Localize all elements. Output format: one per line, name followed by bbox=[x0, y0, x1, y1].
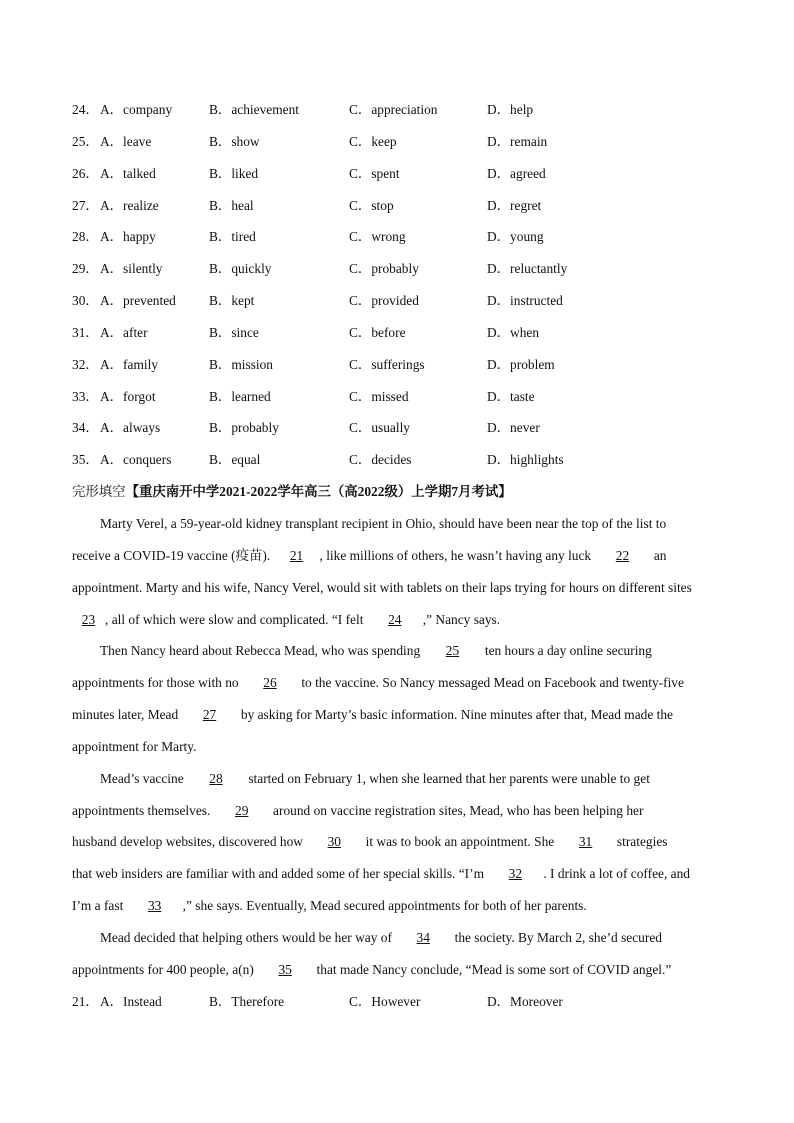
option-a: A．forgot bbox=[100, 388, 156, 404]
passage-line: appointments themselves. 29 around on vaccine registration sites, Mead, who has been helping her bbox=[72, 801, 727, 833]
question-row bbox=[72, 227, 732, 259]
blank-24: 24 bbox=[388, 611, 402, 627]
option-b: B．achievement bbox=[209, 102, 299, 117]
cloze-passage bbox=[72, 514, 727, 992]
option-a: A．prevented bbox=[100, 293, 176, 309]
option-d: D．young bbox=[487, 229, 544, 245]
passage-line: minutes later, Mead 27 by asking for Marty’s basic information. Nine minutes after that, Mead made the bbox=[72, 705, 727, 737]
question-row bbox=[72, 387, 732, 419]
question-number: 35． bbox=[72, 452, 99, 468]
option-a: A．family bbox=[100, 356, 159, 372]
question-number: 29． bbox=[72, 261, 99, 277]
question-number: 31． bbox=[72, 324, 99, 340]
option-c: C．keep bbox=[349, 133, 397, 149]
question-number: 28． bbox=[72, 229, 99, 245]
passage-line: I’m a fast 33 ,” she says. Eventually, Mead secured appointments for both of her parents. bbox=[72, 896, 727, 928]
question-number: 34． bbox=[72, 420, 99, 436]
option-d: D．regret bbox=[487, 197, 542, 213]
option-a: A．leave bbox=[100, 133, 152, 149]
question-number: 25． bbox=[72, 133, 99, 149]
option-b: B．since bbox=[209, 324, 259, 340]
question-number: 30． bbox=[72, 293, 99, 309]
blank-33: 33 bbox=[147, 898, 162, 914]
question-number: 24． bbox=[72, 102, 99, 117]
option-b: B．kept bbox=[209, 293, 255, 309]
option-b: B．quickly bbox=[209, 261, 272, 277]
blank-28: 28 bbox=[209, 770, 223, 786]
passage-line: appointment. Marty and his wife, Nancy Verel, would sit with tablets on their laps trying for hours on different sites bbox=[72, 579, 692, 595]
passage-line: receive a COVID-19 vaccine (疫苗). 21 , like millions of others, he wasn’t having any luck 22 an bbox=[72, 546, 727, 578]
blank-21: 21 bbox=[289, 547, 304, 563]
option-c: C．before bbox=[349, 324, 406, 340]
option-d: D．reluctantly bbox=[487, 261, 568, 277]
blank-34: 34 bbox=[416, 929, 430, 945]
option-c: C．wrong bbox=[349, 229, 406, 245]
question-row bbox=[72, 259, 732, 291]
blank-35: 35 bbox=[278, 961, 292, 977]
option-d: D．highlights bbox=[487, 452, 564, 468]
option-c: C．appreciation bbox=[349, 102, 438, 117]
option-a: A．conquers bbox=[100, 452, 172, 468]
section-heading bbox=[72, 482, 732, 502]
passage-line: 23 , all of which were slow and complicated. “I felt 24 ,” Nancy says. bbox=[72, 610, 727, 642]
option-b: B．liked bbox=[209, 165, 259, 181]
passage-line: appointments for 400 people, a(n) 35 that made Nancy conclude, “Mead is some sort of COVID angel.” bbox=[72, 960, 727, 992]
option-b: B．probably bbox=[209, 420, 279, 436]
option-d: D．agreed bbox=[487, 165, 546, 181]
blank-25: 25 bbox=[445, 643, 460, 659]
option-c: C．decides bbox=[349, 452, 412, 468]
option-c: C．However bbox=[349, 994, 421, 1009]
option-c: C．spent bbox=[349, 165, 400, 181]
option-a: A．realize bbox=[100, 197, 159, 213]
blank-30: 30 bbox=[327, 834, 341, 850]
passage-line: appointments for those with no 26 to the vaccine. So Nancy messaged Mead on Facebook and twenty-five bbox=[72, 673, 727, 705]
option-d: D．taste bbox=[487, 388, 535, 404]
blank-31: 31 bbox=[578, 834, 593, 850]
option-d: D．help bbox=[487, 102, 534, 117]
blank-26: 26 bbox=[263, 675, 277, 691]
passage-line: that web insiders are familiar with and added some of her special skills. “I’m 32 . I drink a lot of coffee, and bbox=[72, 864, 727, 896]
question-number: 26． bbox=[72, 165, 99, 181]
passage-line: Mead’s vaccine 28 started on February 1, when she learned that her parents were unable to get bbox=[72, 769, 727, 801]
option-b: B．equal bbox=[209, 452, 261, 468]
option-b: B．heal bbox=[209, 197, 254, 213]
passage-line: husband develop websites, discovered how 30 it was to book an appointment. She 31 strategies bbox=[72, 832, 727, 864]
question-row bbox=[72, 100, 732, 132]
question-row bbox=[72, 291, 732, 323]
question-row bbox=[72, 355, 732, 387]
option-d: D．Moreover bbox=[487, 994, 563, 1009]
question-row bbox=[72, 196, 732, 228]
option-c: C．sufferings bbox=[349, 356, 425, 372]
section-source: 【重庆南开中学2021-2022学年高三（高2022级）上学期7月考试】 bbox=[125, 484, 512, 499]
passage-line: Marty Verel, a 59-year-old kidney transplant recipient in Ohio, should have been near the top of the list to bbox=[100, 516, 667, 531]
option-a: A．silently bbox=[100, 261, 163, 277]
option-c: C．provided bbox=[349, 293, 419, 309]
option-b: B．show bbox=[209, 133, 260, 149]
option-a: A．company bbox=[100, 102, 173, 117]
option-b: B．Therefore bbox=[209, 994, 285, 1009]
passage-line: Then Nancy heard about Rebecca Mead, who was spending 25 ten hours a day online securing bbox=[72, 641, 727, 673]
option-a: A．talked bbox=[100, 165, 156, 181]
blank-22: 22 bbox=[615, 547, 630, 563]
option-a: A．after bbox=[100, 324, 148, 340]
option-b: B．mission bbox=[209, 356, 273, 372]
question-row bbox=[72, 323, 732, 355]
option-c: C．usually bbox=[349, 420, 411, 436]
question-number: 21． bbox=[72, 994, 99, 1009]
passage-line: appointment for Marty. bbox=[72, 738, 197, 754]
question-number: 33． bbox=[72, 388, 99, 404]
question-row bbox=[72, 132, 732, 164]
option-b: B．learned bbox=[209, 388, 271, 404]
option-d: D．never bbox=[487, 420, 540, 436]
blank-23: 23 bbox=[81, 611, 96, 627]
blank-32: 32 bbox=[508, 866, 523, 882]
option-a: A．always bbox=[100, 420, 161, 436]
blank-29: 29 bbox=[235, 802, 249, 818]
question-row bbox=[72, 450, 732, 482]
option-a: A．happy bbox=[100, 229, 156, 245]
question-row bbox=[72, 164, 732, 196]
question-21 bbox=[72, 992, 732, 1024]
option-b: B．tired bbox=[209, 229, 256, 245]
option-c: C．missed bbox=[349, 388, 409, 404]
option-c: C．stop bbox=[349, 197, 394, 213]
option-a: A．Instead bbox=[100, 994, 162, 1009]
options-list bbox=[72, 100, 732, 482]
question-row bbox=[72, 418, 732, 450]
passage-line: Mead decided that helping others would be her way of 34 the society. By March 2, she’d secured bbox=[72, 928, 727, 960]
question-row bbox=[72, 992, 732, 1024]
option-c: C．probably bbox=[349, 261, 419, 277]
question-number: 32． bbox=[72, 356, 99, 372]
option-d: D．instructed bbox=[487, 293, 563, 309]
blank-27: 27 bbox=[202, 707, 217, 723]
section-label: 完形填空 bbox=[72, 484, 126, 499]
option-d: D．problem bbox=[487, 356, 555, 372]
question-number: 27． bbox=[72, 197, 99, 213]
option-d: D．remain bbox=[487, 133, 548, 149]
option-d: D．when bbox=[487, 324, 540, 340]
